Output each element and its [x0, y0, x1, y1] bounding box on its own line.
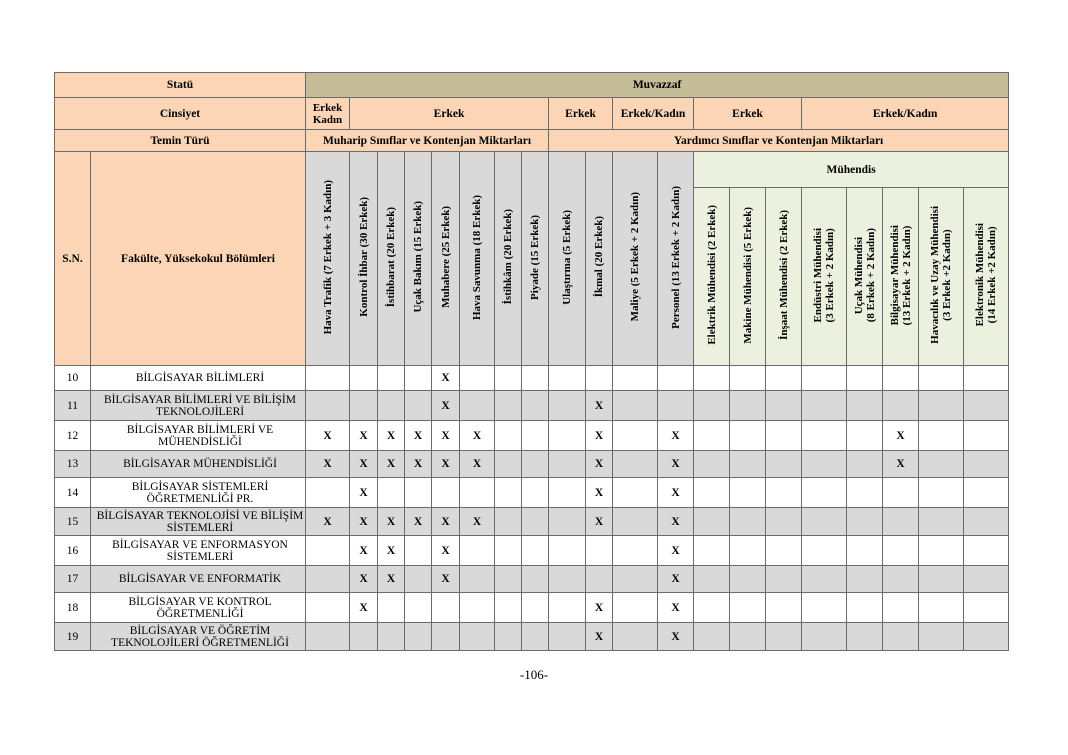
row-sn: 13	[55, 451, 91, 478]
muhendis-header: Mühendis	[694, 152, 1009, 188]
cinsiyet-group: Erkek/Kadın	[802, 98, 1009, 130]
empty-cell	[549, 451, 586, 478]
empty-cell	[522, 623, 549, 651]
empty-cell	[378, 623, 405, 651]
empty-cell	[766, 566, 802, 593]
empty-cell	[613, 451, 658, 478]
empty-cell	[549, 391, 586, 421]
empty-cell	[495, 478, 522, 508]
mark-x: X	[460, 508, 495, 536]
empty-cell	[432, 478, 460, 508]
empty-cell	[919, 536, 964, 566]
row-sn: 11	[55, 391, 91, 421]
col-head-14	[766, 188, 802, 366]
col-label: Elektronik Mühendisi (14 Erkek +2 Kadın)	[974, 223, 999, 327]
empty-cell	[883, 566, 919, 593]
mark-x: X	[432, 421, 460, 451]
empty-cell	[460, 566, 495, 593]
mark-x: X	[350, 566, 378, 593]
empty-cell	[802, 623, 847, 651]
empty-cell	[405, 366, 432, 391]
empty-cell	[802, 508, 847, 536]
empty-cell	[378, 366, 405, 391]
empty-cell	[847, 566, 883, 593]
empty-cell	[919, 623, 964, 651]
mark-x: X	[460, 451, 495, 478]
empty-cell	[549, 566, 586, 593]
mark-x: X	[658, 593, 694, 623]
cinsiyet-group: Erkek	[350, 98, 549, 130]
mark-x: X	[658, 536, 694, 566]
empty-cell	[495, 508, 522, 536]
col-head-8	[549, 152, 586, 366]
empty-cell	[586, 566, 613, 593]
cinsiyet-group: Erkek Kadın	[306, 98, 350, 130]
col-head-19	[964, 188, 1009, 366]
empty-cell	[883, 623, 919, 651]
empty-cell	[586, 536, 613, 566]
row-department-name: BİLGİSAYAR VE ENFORMATİK	[91, 566, 306, 593]
cinsiyet-label: Cinsiyet	[55, 98, 306, 130]
mark-x: X	[405, 451, 432, 478]
empty-cell	[350, 623, 378, 651]
cinsiyet-group: Erkek	[694, 98, 802, 130]
mark-x: X	[432, 451, 460, 478]
mark-x: X	[350, 536, 378, 566]
empty-cell	[694, 508, 730, 536]
col-label: Kontrol İhbar (30 Erkek)	[357, 197, 370, 317]
mark-x: X	[432, 536, 460, 566]
empty-cell	[694, 421, 730, 451]
statu-value: Muvazzaf	[306, 73, 1009, 98]
empty-cell	[405, 536, 432, 566]
empty-cell	[802, 366, 847, 391]
empty-cell	[432, 593, 460, 623]
table-row	[55, 566, 1009, 593]
row-department-name: BİLGİSAYAR TEKNOLOJİSİ VE BİLİŞİM SİSTEMLERİ	[91, 508, 306, 536]
empty-cell	[405, 478, 432, 508]
row-sn: 19	[55, 623, 91, 651]
empty-cell	[847, 391, 883, 421]
empty-cell	[919, 421, 964, 451]
empty-cell	[495, 366, 522, 391]
empty-cell	[658, 391, 694, 421]
empty-cell	[350, 391, 378, 421]
empty-cell	[460, 536, 495, 566]
mark-x: X	[378, 508, 405, 536]
empty-cell	[495, 451, 522, 478]
empty-cell	[522, 391, 549, 421]
empty-cell	[919, 451, 964, 478]
mark-x: X	[658, 566, 694, 593]
col-head-9	[586, 152, 613, 366]
empty-cell	[350, 366, 378, 391]
empty-cell	[730, 623, 766, 651]
mark-x: X	[378, 421, 405, 451]
empty-cell	[495, 391, 522, 421]
mark-x: X	[350, 593, 378, 623]
row-department-name: BİLGİSAYAR BİLİMLERİ	[91, 366, 306, 391]
mark-x: X	[432, 366, 460, 391]
mark-x: X	[432, 566, 460, 593]
mark-x: X	[460, 421, 495, 451]
empty-cell	[802, 451, 847, 478]
empty-cell	[522, 366, 549, 391]
col-label: Uçak Bakım (15 Erkek)	[412, 201, 425, 313]
empty-cell	[694, 391, 730, 421]
mark-x: X	[432, 508, 460, 536]
empty-cell	[694, 478, 730, 508]
empty-cell	[658, 366, 694, 391]
mark-x: X	[883, 421, 919, 451]
empty-cell	[883, 478, 919, 508]
mark-x: X	[350, 478, 378, 508]
empty-cell	[964, 508, 1009, 536]
col-head-13	[730, 188, 766, 366]
empty-cell	[549, 508, 586, 536]
empty-cell	[694, 566, 730, 593]
col-head-12	[694, 188, 730, 366]
page-number: -106-	[519, 667, 549, 682]
empty-cell	[378, 593, 405, 623]
mark-x: X	[586, 508, 613, 536]
empty-cell	[694, 451, 730, 478]
fakulte-label: Fakülte, Yüksekokul Bölümleri	[91, 152, 306, 366]
empty-cell	[847, 593, 883, 623]
col-label: İstihbarat (20 Erkek)	[385, 206, 398, 308]
muharip-header: Muharip Sınıflar ve Kontenjan Miktarları	[306, 130, 549, 152]
mark-x: X	[658, 451, 694, 478]
col-label: Personel (13 Erkek + 2 Kadın)	[669, 185, 682, 329]
empty-cell	[964, 451, 1009, 478]
empty-cell	[730, 566, 766, 593]
empty-cell	[694, 623, 730, 651]
empty-cell	[802, 593, 847, 623]
row-sn: 17	[55, 566, 91, 593]
empty-cell	[613, 366, 658, 391]
empty-cell	[613, 623, 658, 651]
empty-cell	[405, 623, 432, 651]
empty-cell	[432, 623, 460, 651]
empty-cell	[694, 366, 730, 391]
mark-x: X	[350, 508, 378, 536]
row-sn: 16	[55, 536, 91, 566]
col-head-3	[405, 152, 432, 366]
col-label: Hava Savunma (18 Erkek)	[471, 194, 484, 320]
empty-cell	[964, 566, 1009, 593]
mark-x: X	[586, 391, 613, 421]
empty-cell	[306, 536, 350, 566]
empty-cell	[766, 366, 802, 391]
col-head-18	[919, 188, 964, 366]
table-row	[55, 593, 1009, 623]
empty-cell	[613, 566, 658, 593]
col-head-11	[658, 152, 694, 366]
empty-cell	[766, 478, 802, 508]
table-row	[55, 421, 1009, 451]
empty-cell	[460, 623, 495, 651]
empty-cell	[460, 478, 495, 508]
empty-cell	[730, 451, 766, 478]
empty-cell	[730, 391, 766, 421]
mark-x: X	[586, 593, 613, 623]
empty-cell	[883, 593, 919, 623]
empty-cell	[883, 391, 919, 421]
col-label: İkmal (20 Erkek)	[593, 216, 606, 298]
empty-cell	[730, 421, 766, 451]
cinsiyet-group: Erkek	[549, 98, 613, 130]
empty-cell	[883, 536, 919, 566]
col-label: İstihkâm (20 Erkek)	[502, 209, 515, 305]
empty-cell	[522, 536, 549, 566]
col-head-17	[883, 188, 919, 366]
empty-cell	[964, 478, 1009, 508]
col-label: Ulaştırma (5 Erkek)	[561, 209, 574, 305]
mark-x: X	[405, 508, 432, 536]
mark-x: X	[378, 566, 405, 593]
table-body	[55, 366, 1009, 651]
empty-cell	[766, 623, 802, 651]
empty-cell	[730, 508, 766, 536]
empty-cell	[378, 391, 405, 421]
empty-cell	[613, 508, 658, 536]
statu-label: Statü	[55, 73, 306, 98]
row-department-name: BİLGİSAYAR SİSTEMLERİ ÖĞRETMENLİĞİ PR.	[91, 478, 306, 508]
empty-cell	[766, 536, 802, 566]
quota-table	[54, 72, 1009, 651]
empty-cell	[766, 508, 802, 536]
mark-x: X	[405, 421, 432, 451]
empty-cell	[405, 593, 432, 623]
empty-cell	[495, 593, 522, 623]
empty-cell	[919, 391, 964, 421]
col-head-10	[613, 152, 658, 366]
empty-cell	[306, 391, 350, 421]
empty-cell	[766, 451, 802, 478]
empty-cell	[847, 421, 883, 451]
empty-cell	[802, 566, 847, 593]
col-head-7	[522, 152, 549, 366]
mark-x: X	[658, 508, 694, 536]
cinsiyet-group: Erkek/Kadın	[613, 98, 694, 130]
empty-cell	[549, 421, 586, 451]
empty-cell	[919, 566, 964, 593]
table-row	[55, 391, 1009, 421]
col-label: Havacılık ve Uzay Mühendisi (3 Erkek +2 Kadın)	[929, 206, 954, 344]
mark-x: X	[586, 478, 613, 508]
mark-x: X	[306, 451, 350, 478]
empty-cell	[964, 366, 1009, 391]
col-head-0	[306, 152, 350, 366]
empty-cell	[549, 478, 586, 508]
mark-x: X	[378, 536, 405, 566]
empty-cell	[883, 366, 919, 391]
mark-x: X	[883, 451, 919, 478]
empty-cell	[847, 536, 883, 566]
table-row	[55, 623, 1009, 651]
empty-cell	[730, 536, 766, 566]
mark-x: X	[586, 451, 613, 478]
empty-cell	[730, 593, 766, 623]
empty-cell	[613, 391, 658, 421]
mark-x: X	[306, 508, 350, 536]
empty-cell	[522, 508, 549, 536]
empty-cell	[549, 536, 586, 566]
empty-cell	[919, 593, 964, 623]
row-sn: 12	[55, 421, 91, 451]
table-row	[55, 536, 1009, 566]
empty-cell	[586, 366, 613, 391]
mark-x: X	[658, 421, 694, 451]
empty-cell	[613, 478, 658, 508]
empty-cell	[306, 623, 350, 651]
empty-cell	[378, 478, 405, 508]
empty-cell	[405, 566, 432, 593]
empty-cell	[730, 366, 766, 391]
mark-x: X	[350, 451, 378, 478]
temin-label: Temin Türü	[55, 130, 306, 152]
empty-cell	[964, 391, 1009, 421]
empty-cell	[613, 421, 658, 451]
empty-cell	[883, 508, 919, 536]
empty-cell	[847, 451, 883, 478]
row-sn: 18	[55, 593, 91, 623]
mark-x: X	[658, 623, 694, 651]
table-row	[55, 508, 1009, 536]
empty-cell	[549, 366, 586, 391]
empty-cell	[694, 536, 730, 566]
empty-cell	[730, 478, 766, 508]
mark-x: X	[586, 421, 613, 451]
empty-cell	[306, 593, 350, 623]
empty-cell	[847, 478, 883, 508]
col-label: Uçak Mühendisi (8 Erkek + 2 Kadın)	[852, 227, 877, 323]
col-label: Muhabere (25 Erkek)	[439, 206, 452, 308]
col-head-15	[802, 188, 847, 366]
col-head-5	[460, 152, 495, 366]
col-head-4	[432, 152, 460, 366]
mark-x: X	[432, 391, 460, 421]
mark-x: X	[378, 451, 405, 478]
table-row	[55, 478, 1009, 508]
row-sn: 10	[55, 366, 91, 391]
empty-cell	[766, 593, 802, 623]
empty-cell	[522, 421, 549, 451]
col-head-16	[847, 188, 883, 366]
col-head-6	[495, 152, 522, 366]
empty-cell	[802, 536, 847, 566]
empty-cell	[964, 421, 1009, 451]
empty-cell	[802, 478, 847, 508]
sn-label: S.N.	[55, 152, 91, 366]
empty-cell	[495, 566, 522, 593]
empty-cell	[460, 391, 495, 421]
empty-cell	[964, 623, 1009, 651]
empty-cell	[919, 366, 964, 391]
empty-cell	[613, 593, 658, 623]
col-label: Makine Mühendisi (5 Erkek)	[741, 206, 754, 344]
yardimci-header: Yardımcı Sınıflar ve Kontenjan Miktarları	[549, 130, 1009, 152]
empty-cell	[306, 478, 350, 508]
col-label: Bilgisayar Mühendisi (13 Erkek + 2 Kadın)	[888, 224, 913, 326]
empty-cell	[522, 566, 549, 593]
empty-cell	[495, 421, 522, 451]
row-sn: 14	[55, 478, 91, 508]
empty-cell	[306, 366, 350, 391]
empty-cell	[847, 366, 883, 391]
empty-cell	[766, 421, 802, 451]
empty-cell	[495, 536, 522, 566]
mark-x: X	[586, 623, 613, 651]
empty-cell	[964, 593, 1009, 623]
row-department-name: BİLGİSAYAR VE ÖĞRETİM TEKNOLOJİLERİ ÖĞRETMENLİĞİ	[91, 623, 306, 651]
empty-cell	[766, 391, 802, 421]
empty-cell	[306, 566, 350, 593]
empty-cell	[460, 593, 495, 623]
col-label: Maliye (5 Erkek + 2 Kadın)	[629, 192, 642, 322]
empty-cell	[964, 536, 1009, 566]
empty-cell	[549, 623, 586, 651]
empty-cell	[694, 593, 730, 623]
row-department-name: BİLGİSAYAR VE KONTROL ÖĞRETMENLİĞİ	[91, 593, 306, 623]
empty-cell	[802, 391, 847, 421]
empty-cell	[405, 391, 432, 421]
empty-cell	[495, 623, 522, 651]
col-head-1	[350, 152, 378, 366]
row-department-name: BİLGİSAYAR VE ENFORMASYON SİSTEMLERİ	[91, 536, 306, 566]
table-row	[55, 366, 1009, 391]
col-label: İnşaat Mühendisi (2 Erkek)	[777, 210, 790, 340]
empty-cell	[919, 478, 964, 508]
col-label: Hava Trafik (7 Erkek + 3 Kadın)	[321, 179, 334, 335]
empty-cell	[522, 478, 549, 508]
empty-cell	[919, 508, 964, 536]
table-row	[55, 451, 1009, 478]
col-head-2	[378, 152, 405, 366]
row-department-name: BİLGİSAYAR BİLİMLERİ VE MÜHENDİSLİĞİ	[91, 421, 306, 451]
mark-x: X	[350, 421, 378, 451]
empty-cell	[522, 451, 549, 478]
empty-cell	[847, 508, 883, 536]
row-sn: 15	[55, 508, 91, 536]
col-label: Endüstri Mühendisi (3 Erkek + 2 Kadın)	[812, 227, 837, 323]
mark-x: X	[658, 478, 694, 508]
mark-x: X	[306, 421, 350, 451]
empty-cell	[847, 623, 883, 651]
col-label: Piyade (15 Erkek)	[529, 214, 542, 300]
empty-cell	[613, 536, 658, 566]
empty-cell	[549, 593, 586, 623]
col-label: Elektrik Mühendisi (2 Erkek)	[705, 205, 718, 345]
empty-cell	[522, 593, 549, 623]
row-department-name: BİLGİSAYAR BİLİMLERİ VE BİLİŞİM TEKNOLOJİLERİ	[91, 391, 306, 421]
row-department-name: BİLGİSAYAR MÜHENDİSLİĞİ	[91, 451, 306, 478]
empty-cell	[802, 421, 847, 451]
empty-cell	[460, 366, 495, 391]
